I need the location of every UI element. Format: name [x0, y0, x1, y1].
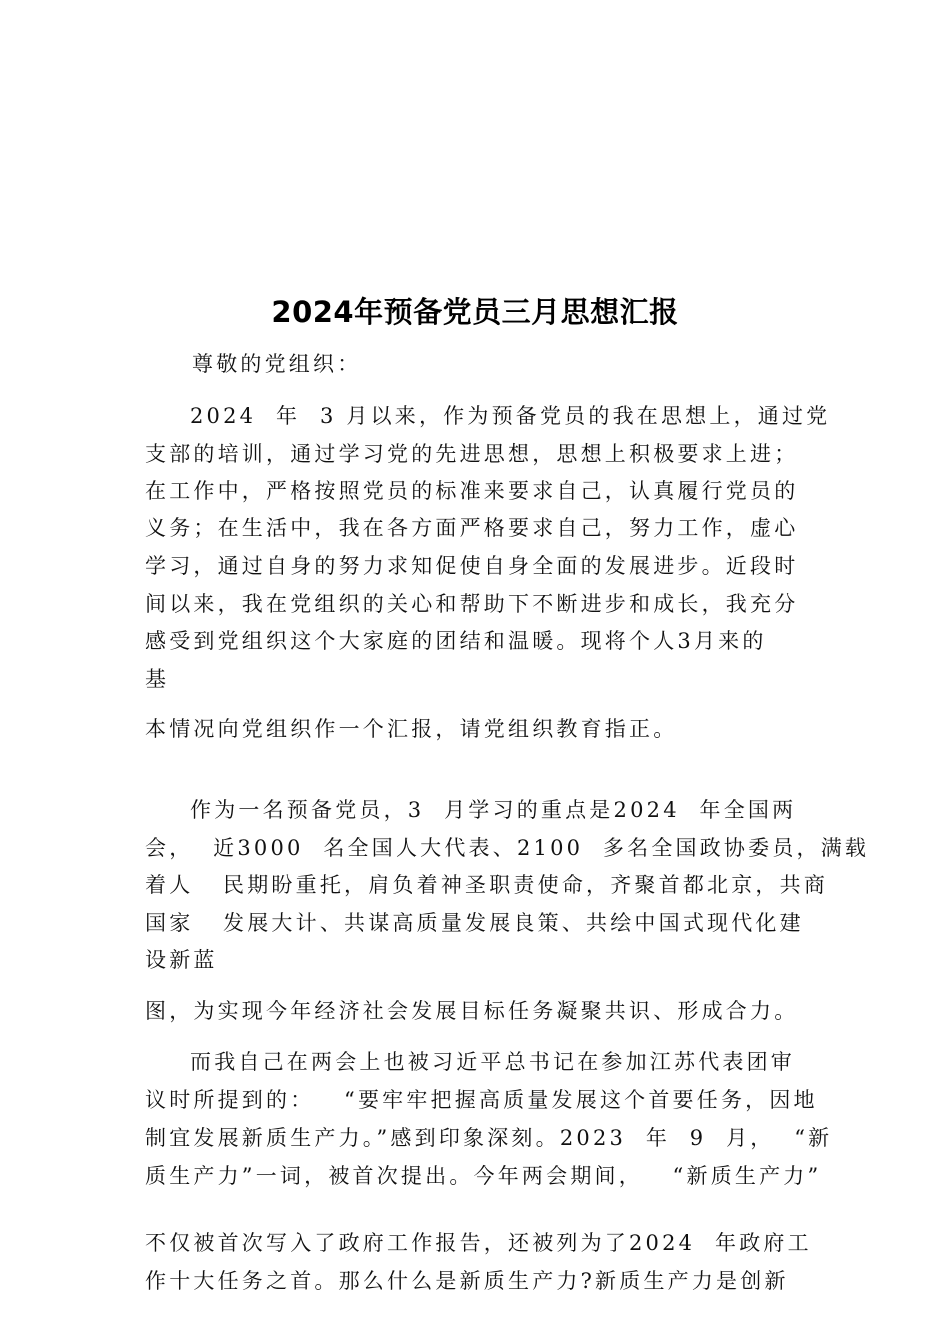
paragraph-line: 图，为实现今年经济社会发展目标任务凝聚共识、形成合力。	[145, 999, 799, 1023]
paragraph-line: 质生产力”一词，被首次提出。今年两会期间， “新质生产力”	[145, 1164, 822, 1188]
paragraph-line: 国家 发展大计、共谋高质量发展良策、共绘中国式现代化建	[145, 911, 804, 935]
document-title: 2024年预备党员三月思想汇报	[271, 295, 679, 329]
paragraph-line: 学习，通过自身的努力求知促使自身全面的发展进步。近段时	[145, 554, 799, 578]
paragraph-line: 而我自己在两会上也被习近平总书记在参加江苏代表团审	[190, 1050, 795, 1074]
paragraph-line: 作为一名预备党员，3 月学习的重点是2024 年全国两	[190, 798, 797, 822]
salutation: 尊敬的党组织：	[192, 352, 362, 376]
paragraph-line: 本情况向党组织作一个汇报，请党组织教育指正。	[145, 717, 678, 741]
paragraph-line: 会， 近3000 名全国人大代表、2100 多名全国政协委员，满载	[145, 836, 870, 860]
paragraph-line: 基	[145, 667, 170, 691]
paragraph-line: 设新蓝	[145, 948, 218, 972]
paragraph-line: 不仅被首次写入了政府工作报告，还被列为了2024 年政府工	[145, 1231, 812, 1255]
paragraph-line: 2024 年 3 月以来，作为预备党员的我在思想上，通过党	[190, 404, 831, 428]
paragraph-line: 在工作中，严格按照党员的标准来要求自己，认真履行党员的	[145, 479, 799, 503]
paragraph-line: 间以来，我在党组织的关心和帮助下不断进步和成长，我充分	[145, 592, 799, 616]
paragraph-line: 支部的培训，通过学习党的先进思想，思想上积极要求上进；	[145, 442, 799, 466]
paragraph-line: 制宜发展新质生产力。”感到印象深刻。2023 年 9 月， “新	[145, 1126, 833, 1150]
paragraph-line: 作十大任务之首。那么什么是新质生产力?新质生产力是创新	[145, 1269, 789, 1293]
paragraph-line: 着人 民期盼重托，肩负着神圣职责使命，齐聚首都北京，共商	[145, 873, 829, 897]
paragraph-line: 议时所提到的： “要牢牢把握高质量发展这个首要任务，因地	[145, 1088, 818, 1112]
paragraph-line: 感受到党组织这个大家庭的团结和温暖。现将个人3月来的	[145, 629, 767, 653]
paragraph-line: 义务；在生活中，我在各方面严格要求自己，努力工作，虚心	[145, 516, 799, 540]
